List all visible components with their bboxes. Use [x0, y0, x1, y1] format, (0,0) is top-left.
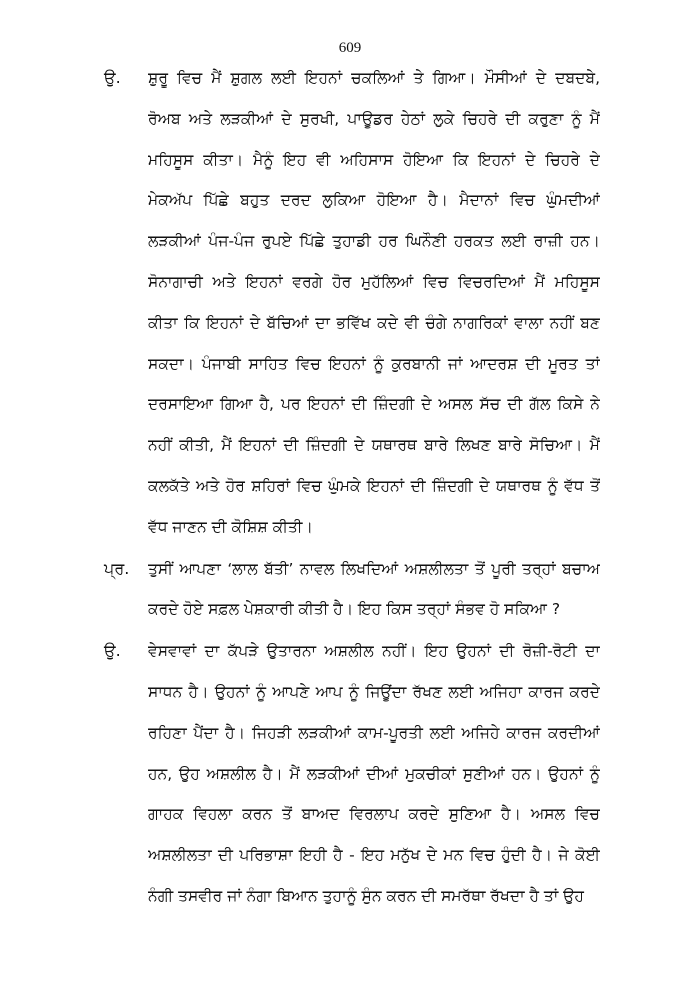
text-line: ਕਰਦੇ ਹੋਏ ਸਫ਼ਲ ਪੇਸ਼ਕਾਰੀ ਕੀਤੀ ਹੈ। ਇਹ ਕਿਸ ਤਰ੍ਹਾਂ ਸੰਭਵ ਹੋ ਸਕਿਆ ? — [148, 600, 561, 619]
page-number: 609 — [338, 40, 362, 56]
text-line: ਸ਼ੁਰੂ ਵਿਚ ਮੈਂ ਸ਼ੁਗਲ ਲਈ ਇਹਨਾਂ ਚਕਲਿਆਂ ਤੇ ਗਿਆ। ਮੌਸੀਆਂ ਦੇ ਦਬਦਬੇ, — [148, 69, 600, 87]
text-line: ਕੀਤਾ ਕਿ ਇਹਨਾਂ ਦੇ ਬੱਚਿਆਂ ਦਾ ਭਵਿੱਖ ਕਦੇ ਵੀ ਚੰਗੇ ਨਾਗਰਿਕਾਂ ਵਾਲਾ ਨਹੀਂ ਬਣ — [148, 313, 600, 332]
text-line: ਹਨ, ਉਹ ਅਸ਼ਲੀਲ ਹੈ। ਮੈਂ ਲੜਕੀਆਂ ਦੀਆਂ ਮੁਕਚੀਕਾਂ ਸੁਣੀਆਂ ਹਨ। ਉਹਨਾਂ ਨੂੰ — [148, 764, 600, 783]
text-line: ਸੋਨਾਗਾਚੀ ਅਤੇ ਇਹਨਾਂ ਵਰਗੇ ਹੋਰ ਮੁਹੱਲਿਆਂ ਵਿਚ ਵਿਚਰਦਿਆਂ ਮੈਂ ਮਹਿਸੂਸ — [148, 272, 600, 291]
body-text — [104, 58, 604, 917]
answer-paragraph-2 — [104, 631, 604, 917]
text-line: ਮੇਕਅੱਪ ਪਿੱਛੇ ਬਹੁਤ ਦਰਦ ਲੁਕਿਆ ਹੋਇਆ ਹੈ। ਮੈਦਾਨਾਂ ਵਿਚ ਘੁੰਮਦੀਆਂ — [148, 191, 600, 210]
text-line: ਲੜਕੀਆਂ ਪੰਜ-ਪੰਜ ਰੁਪਏ ਪਿੱਛੇ ਤੁਹਾਡੀ ਹਰ ਘਿਨੌਣੀ ਹਰਕਤ ਲਈ ਰਾਜ਼ੀ ਹਨ। — [148, 232, 600, 251]
paragraph-lines — [148, 549, 600, 631]
answer-paragraph-1 — [104, 58, 604, 548]
text-line: ਰੋਅਬ ਅਤੇ ਲੜਕੀਆਂ ਦੇ ਸੁਰਖੀ, ਪਾਊਡਰ ਹੇਠਾਂ ਲੁਕੇ ਚਿਹਰੇ ਦੀ ਕਰੁਣਾ ਨੂੰ ਮੈਂ — [148, 109, 600, 128]
text-line: ਕਲਕੱਤੇ ਅਤੇ ਹੋਰ ਸ਼ਹਿਰਾਂ ਵਿਚ ਘੁੰਮਕੇ ਇਹਨਾਂ ਦੀ ਜ਼ਿੰਦਗੀ ਦੇ ਯਥਾਰਥ ਨੂੰ ਵੱਧ ਤੋਂ — [148, 476, 600, 495]
text-line: ਸਾਧਨ ਹੈ। ਉਹਨਾਂ ਨੂੰ ਆਪਣੇ ਆਪ ਨੂੰ ਜਿਊਂਦਾ ਰੱਖਣ ਲਈ ਅਜਿਹਾ ਕਾਰਜ ਕਰਦੇ — [148, 682, 600, 701]
text-line: ਤੁਸੀਂ ਆਪਣਾ ‘ਲਾਲ ਬੱਤੀ’ ਨਾਵਲ ਲਿਖਦਿਆਂ ਅਸ਼ਲੀਲਤਾ ਤੋਂ ਪੂਰੀ ਤਰ੍ਹਾਂ ਬਚਾਅ — [148, 559, 600, 578]
paragraph-lines — [148, 631, 600, 917]
text-line: ਨਹੀਂ ਕੀਤੀ, ਮੈਂ ਇਹਨਾਂ ਦੀ ਜ਼ਿੰਦਗੀ ਦੇ ਯਥਾਰਥ ਬਾਰੇ ਲਿਖਣ ਬਾਰੇ ਸੋਚਿਆ। ਮੈਂ — [148, 436, 600, 455]
answer-label: ਉ. — [104, 641, 121, 661]
text-line: ਮਹਿਸੂਸ ਕੀਤਾ। ਮੈਨੂੰ ਇਹ ਵੀ ਅਹਿਸਾਸ ਹੋਇਆ ਕਿ ਇਹਨਾਂ ਦੇ ਚਿਹਰੇ ਦੇ — [148, 150, 600, 169]
text-line: ਗਾਹਕ ਵਿਹਲਾ ਕਰਨ ਤੋਂ ਬਾਅਦ ਵਿਰਲਾਪ ਕਰਦੇ ਸੁਣਿਆ ਹੈ। ਅਸਲ ਵਿਚ — [148, 805, 600, 824]
text-line: ਵੱਧ ਜਾਣਨ ਦੀ ਕੋਸ਼ਿਸ਼ ਕੀਤੀ। — [148, 517, 313, 536]
text-line: ਵੇਸਵਾਵਾਂ ਦਾ ਕੱਪੜੇ ਉਤਾਰਨਾ ਅਸ਼ਲੀਲ ਨਹੀਂ। ਇਹ ਉਹਨਾਂ ਦੀ ਰੋਜ਼ੀ-ਰੋਟੀ ਦਾ — [148, 642, 600, 661]
text-line: ਦਰਸਾਇਆ ਗਿਆ ਹੈ, ਪਰ ਇਹਨਾਂ ਦੀ ਜ਼ਿੰਦਗੀ ਦੇ ਅਸਲ ਸੱਚ ਦੀ ਗੱਲ ਕਿਸੇ ਨੇ — [148, 395, 600, 414]
paragraph-lines — [148, 58, 600, 548]
text-line: ਅਸ਼ਲੀਲਤਾ ਦੀ ਪਰਿਭਾਸ਼ਾ ਇਹੀ ਹੈ - ਇਹ ਮਨੁੱਖ ਦੇ ਮਨ ਵਿਚ ਹੁੰਦੀ ਹੈ। ਜੇ ਕੋਈ — [148, 846, 600, 865]
text-line: ਰਹਿਣਾ ਪੈਂਦਾ ਹੈ। ਜਿਹੜੀ ਲੜਕੀਆਂ ਕਾਮ-ਪੂਰਤੀ ਲਈ ਅਜਿਹੇ ਕਾਰਜ ਕਰਦੀਆਂ — [148, 723, 600, 742]
question-label: ਪ੍ਰ. — [104, 558, 130, 578]
text-line: ਨੰਗੀ ਤਸਵੀਰ ਜਾਂ ਨੰਗਾ ਬਿਆਨ ਤੁਹਾਨੂੰ ਸੁੰਨ ਕਰਨ ਦੀ ਸਮਰੱਥਾ ਰੱਖਦਾ ਹੈ ਤਾਂ ਉਹ — [148, 886, 584, 905]
answer-label: ਉ. — [104, 68, 121, 87]
text-line: ਸਕਦਾ। ਪੰਜਾਬੀ ਸਾਹਿਤ ਵਿਚ ਇਹਨਾਂ ਨੂੰ ਕੁਰਬਾਨੀ ਜਾਂ ਆਦਰਸ਼ ਦੀ ਮੂਰਤ ਤਾਂ — [148, 354, 600, 373]
question-paragraph — [104, 549, 604, 631]
